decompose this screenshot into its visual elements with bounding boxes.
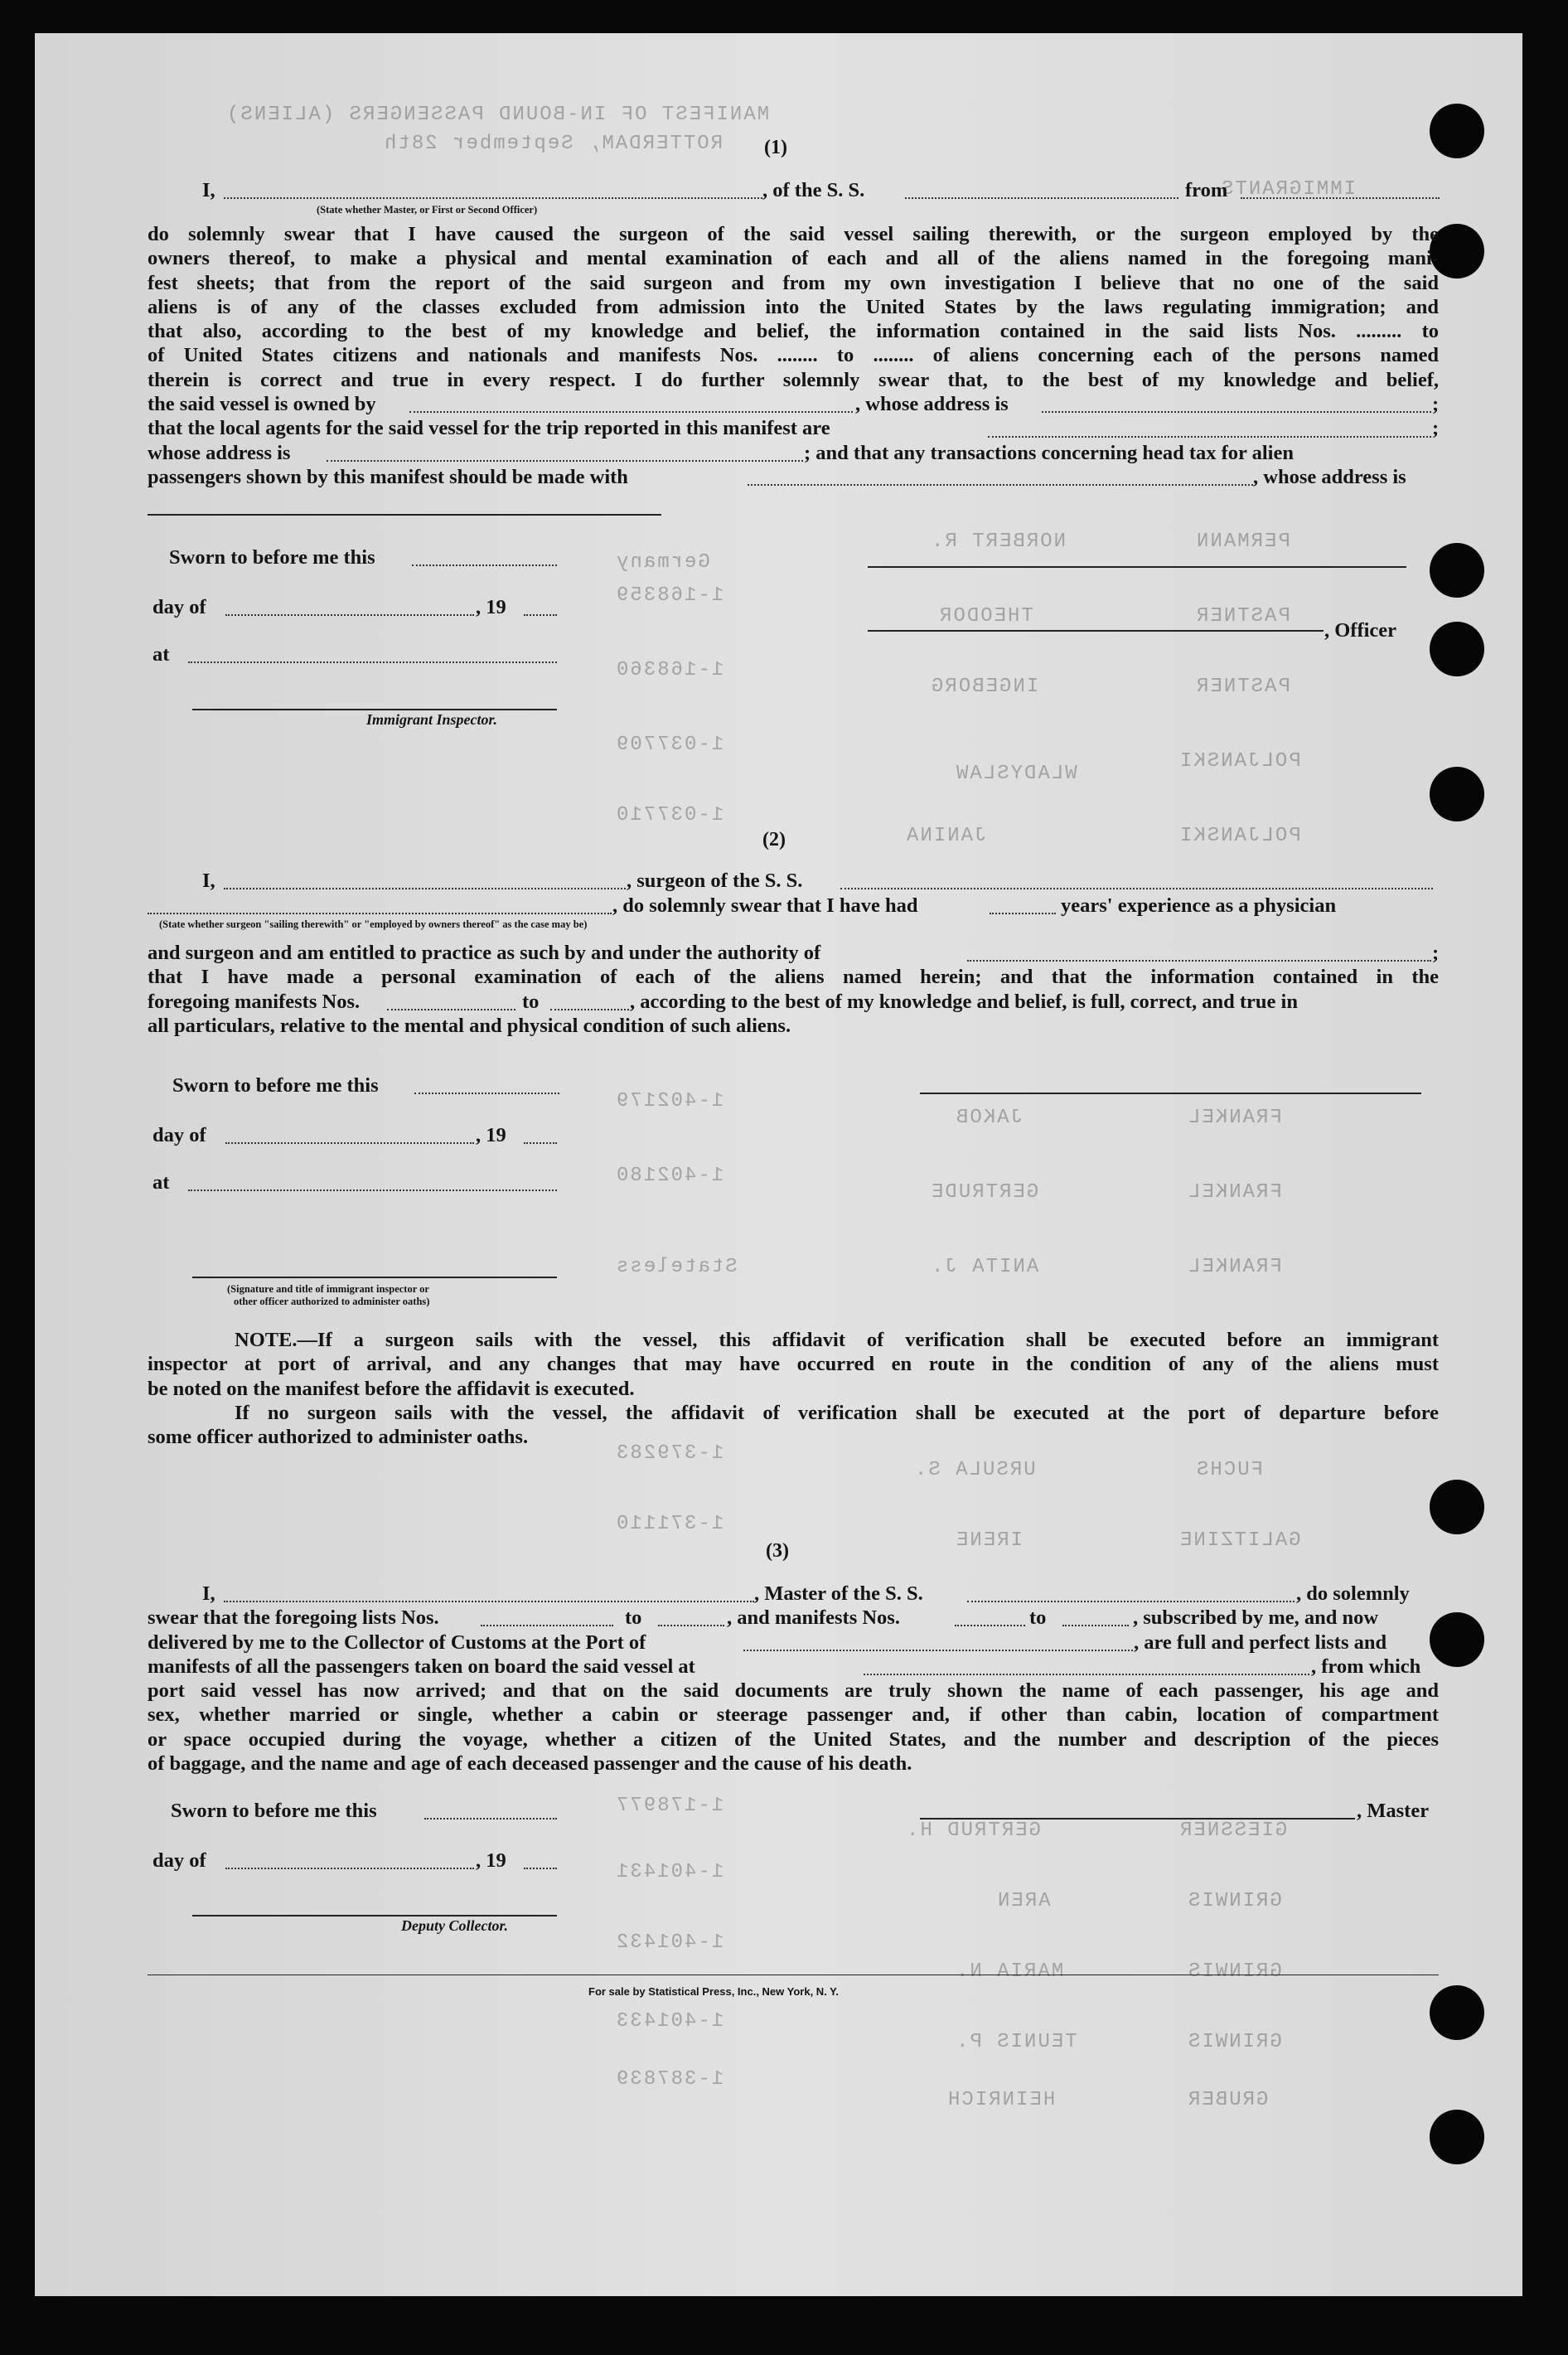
surgeon-signature-line[interactable] <box>920 1093 1421 1094</box>
subscribed-label: , subscribed by me, and now <box>1133 1606 1379 1629</box>
show-through-text: POLJANSKI <box>1178 825 1301 847</box>
whose-address-label: , whose address is <box>1253 466 1406 488</box>
officer-line[interactable] <box>868 630 1324 632</box>
show-through-text: GRINWIS <box>1187 1960 1282 1983</box>
departure-port-field[interactable] <box>1241 197 1440 199</box>
officer-signature-line[interactable] <box>868 566 1406 568</box>
head-tax-agent-field[interactable] <box>748 484 1253 486</box>
punch-hole <box>1430 1985 1484 2040</box>
sworn-place-field[interactable] <box>188 661 557 663</box>
sworn-day-field-2[interactable] <box>414 1093 559 1094</box>
sworn-day-field[interactable] <box>412 565 557 566</box>
master-name-field-3[interactable] <box>224 1601 754 1602</box>
collector-label: delivered by me to the Collector of Customs at the Port of <box>148 1631 646 1654</box>
full-lists-label: , are full and perfect lists and <box>1134 1631 1387 1654</box>
particulars-label: all particulars, relative to the mental and physical condition of such aliens. <box>148 1015 791 1037</box>
master-name-field[interactable] <box>224 197 762 199</box>
owned-by-label: the said vessel is owned by <box>148 393 376 415</box>
signature-hint-2: other officer authorized to administer oaths) <box>234 1296 430 1307</box>
from-which-label: , from which <box>1311 1655 1421 1678</box>
sworn-label-3: Sworn to before me this <box>171 1800 377 1822</box>
oath-intro-i: I, <box>202 179 215 201</box>
sworn-year-field-2[interactable] <box>524 1142 557 1144</box>
show-through-text: HEINRICH <box>946 2089 1056 2111</box>
at-label-2: at <box>152 1171 170 1194</box>
show-through-text: Germany <box>615 551 710 574</box>
sworn-year-field-3[interactable] <box>524 1868 557 1869</box>
punch-hole <box>1430 1612 1484 1667</box>
punch-hole <box>1430 2110 1484 2164</box>
to-label: to <box>522 991 540 1013</box>
show-through-text: 1-401433 <box>615 2010 724 2033</box>
embarkation-port-field[interactable] <box>864 1674 1309 1675</box>
master-hint: (State whether Master, or First or Second Officer) <box>317 204 538 216</box>
year-label-2: , 19 <box>476 1124 506 1146</box>
semicolon: ; <box>1432 417 1440 439</box>
surgeon-i: I, <box>202 870 215 892</box>
agents-field[interactable] <box>988 436 1431 438</box>
manifest-page <box>35 33 1522 2296</box>
arrival-port-field[interactable] <box>743 1650 1133 1651</box>
show-through-text: 1-401432 <box>615 1931 724 1954</box>
master-paragraph: port said vessel has now arrived; and that on the said documents are truly shown the name of each passenger, his age and sex, whether married or single, whether a cabin or steerage passenger and, if other than cabin, location of compartment or space occupied during the voyage, whether a citizen of the United States, and the number and description of the pieces of baggage, and the name and age of each deceased passenger and the cause of his death. <box>148 1679 1439 1775</box>
authority-label: and surgeon and am entitled to practice as such by and under the authority of <box>148 942 821 964</box>
show-through-text: WLADYSLAW <box>955 763 1077 785</box>
punch-hole <box>1430 767 1484 821</box>
show-through-text: ANITA J. <box>930 1256 1039 1278</box>
surgeon-of-ss-label: , surgeon of the S. S. <box>627 870 803 892</box>
note-paragraph: NOTE.—If a surgeon sails with the vessel, this affidavit of verification shall be executed before an immigrant inspector at port of arrival, and any changes that may have occurred en route in the condition of any of the aliens must be noted on the manifest before the affidavit is executed. If no surgeon sails with the vessel, the affidavit of verification shall be executed at the port of departure before some officer authorized to administer oaths. <box>148 1329 1439 1449</box>
sworn-year-field[interactable] <box>524 614 557 616</box>
surgeon-vessel-field[interactable] <box>840 888 1433 889</box>
taken-on-board-label: manifests of all the passengers taken on board the said vessel at <box>148 1655 695 1678</box>
show-through-text: 1-168359 <box>615 584 724 607</box>
owner-address-label: , whose address is <box>855 393 1009 415</box>
agent-address-field[interactable] <box>327 460 803 462</box>
show-through-text: INGEBORG <box>930 676 1039 698</box>
owner-field[interactable] <box>409 411 853 413</box>
show-through-text: 1-402180 <box>615 1165 724 1187</box>
collector-title: Deputy Collector. <box>401 1917 508 1934</box>
show-through-text: 1-178977 <box>615 1795 724 1817</box>
show-through-text: 1-387839 <box>615 2068 724 2091</box>
show-through-text: ROTTERDAM, September 28th <box>383 133 724 155</box>
surgeon-paragraph: that I have made a personal examination of each of the aliens named herein; and that the information contained in the <box>148 966 1439 988</box>
show-through-text: 1-402179 <box>615 1090 724 1112</box>
show-through-text: GERTRUDE <box>930 1181 1039 1204</box>
master-vessel-field[interactable] <box>967 1601 1295 1602</box>
section-1-number: (1) <box>764 137 787 158</box>
inspector-title: Immigrant Inspector. <box>366 711 498 728</box>
years-experience-label: years' experience as a physician <box>1061 894 1337 917</box>
of-ss-label: , of the S. S. <box>762 179 865 201</box>
show-through-text: 1-037709 <box>615 734 724 756</box>
master-signature-label: , Master <box>1357 1800 1430 1822</box>
section-2-number: (2) <box>762 829 786 850</box>
lists-nos-label: swear that the foregoing lists Nos. <box>148 1606 439 1629</box>
oath-paragraph: do solemnly swear that I have caused the surgeon of the said vessel sailing therewith, or the surgeon employed by the owners thereof, to make a physical and mental examination of each and all of the aliens named in the foregoing mani- fest sheets; that from the report of the said surgeon and from my own investigation I believe that no one of the said aliens is of any of the classes excluded from admission into the United States by the laws regulating immigration; and that also, according to the best of my knowledge and belief, the information contained in the said lists Nos. ......... to of United States citizens and nationals and manifests Nos. ........ to ........ of aliens concerning each of the persons named therein is correct and true in every respect. I do further solemnly swear that, to the best of my knowledge and belief, <box>148 223 1439 391</box>
surgeon-hint: (State whether surgeon "sailing therewith" or "employed by owners thereof" as the case may be) <box>159 918 588 930</box>
day-of-label-2: day of <box>152 1124 206 1146</box>
show-through-text: AREN <box>996 1890 1051 1912</box>
agents-label: that the local agents for the said vessel for the trip reported in this manifest are <box>148 417 830 439</box>
at-label: at <box>152 643 170 666</box>
officer-label: , Officer <box>1324 619 1397 642</box>
to-label-3b: to <box>1029 1606 1047 1629</box>
show-through-text: JANINA <box>905 825 987 847</box>
master-i: I, <box>202 1582 215 1605</box>
manifests-to-field-3[interactable] <box>1062 1625 1129 1626</box>
show-through-text: GALITZINE <box>1178 1529 1301 1552</box>
passengers-label: passengers shown by this manifest should be made with <box>148 466 628 488</box>
manifests-nos-label: foregoing manifests Nos. <box>148 991 361 1013</box>
sworn-month-field-2[interactable] <box>225 1142 474 1144</box>
show-through-text: MARIA N. <box>955 1960 1064 1983</box>
show-through-text: POLJANSKI <box>1178 750 1301 773</box>
punch-hole <box>1430 104 1484 158</box>
year-label: , 19 <box>476 596 506 618</box>
master-of-ss-label: , Master of the S. S. <box>754 1582 923 1605</box>
show-through-text: PASTNER <box>1195 676 1290 698</box>
show-through-text: 1-168360 <box>615 659 724 681</box>
signature-hint-1: (Signature and title of immigrant inspector or <box>227 1283 429 1295</box>
manifests-nos-label-3: , and manifests Nos. <box>727 1606 900 1629</box>
owner-address-field[interactable] <box>1042 411 1431 413</box>
show-through-text: URSULA S. <box>913 1459 1036 1481</box>
vessel-name-field[interactable] <box>905 197 1178 199</box>
from-label: from <box>1185 179 1228 201</box>
year-label-3: , 19 <box>476 1849 506 1872</box>
punch-hole <box>1430 1480 1484 1534</box>
years-field[interactable] <box>990 913 1056 914</box>
sworn-place-field-2[interactable] <box>188 1190 557 1191</box>
show-through-text: GERTRUD H. <box>905 1820 1042 1842</box>
show-through-text: TEUNIS P. <box>955 2031 1077 2053</box>
according-label: , according to the best of my knowledge and belief, is full, correct, and true in <box>630 991 1298 1013</box>
show-through-text: PASTNER <box>1195 605 1290 628</box>
show-through-text: GRUBER <box>1187 2089 1269 2111</box>
show-through-text: 1-371110 <box>615 1513 724 1535</box>
show-through-text: NORBERT R. <box>930 531 1067 553</box>
show-through-text: IRENE <box>955 1529 1024 1552</box>
surgeon-type-field[interactable] <box>148 913 612 914</box>
show-through-text: GRINWIS <box>1187 2031 1282 2053</box>
inspector-signature-line-2[interactable] <box>192 1277 557 1278</box>
collector-signature-line[interactable] <box>192 1915 557 1916</box>
semicolon: ; <box>1432 393 1440 415</box>
semicolon: ; <box>1432 942 1440 964</box>
inspector-signature-line[interactable] <box>192 709 557 710</box>
do-solemnly-label: , do solemnly <box>1296 1582 1410 1605</box>
show-through-text: GRINWIS <box>1187 1890 1282 1912</box>
sworn-day-field-3[interactable] <box>424 1818 557 1820</box>
show-through-text: FUCHS <box>1195 1459 1264 1481</box>
show-through-text: 1-037710 <box>615 804 724 826</box>
show-through-text: MANIFEST OF IN-BOUND PASSENGERS (ALIENS) <box>225 104 770 126</box>
show-through-text: PERMANN <box>1195 531 1290 553</box>
show-through-text: FRANKEL <box>1187 1256 1282 1278</box>
printer-credit: For sale by Statistical Press, Inc., New York, N. Y. <box>588 1985 840 1998</box>
section-3-number: (3) <box>766 1540 789 1562</box>
punch-hole <box>1430 622 1484 676</box>
surgeon-name-field[interactable] <box>224 888 626 889</box>
show-through-text: 1-401431 <box>615 1861 724 1883</box>
show-through-text: GIESSNER <box>1178 1820 1288 1842</box>
head-tax-label: ; and that any transactions concerning head tax for alien <box>804 442 1294 464</box>
sworn-month-field-3[interactable] <box>225 1868 474 1869</box>
manifest-to-field[interactable] <box>550 1009 629 1010</box>
show-through-text: 1-379283 <box>615 1442 724 1465</box>
show-through-text: FRANKEL <box>1187 1181 1282 1204</box>
agent-address-label: whose address is <box>148 442 291 464</box>
lists-from-field[interactable] <box>481 1625 613 1626</box>
to-label-3a: to <box>625 1606 642 1629</box>
sworn-month-field[interactable] <box>225 614 474 616</box>
sworn-label-2: Sworn to before me this <box>172 1074 379 1097</box>
master-signature-line[interactable] <box>920 1818 1355 1820</box>
address-line[interactable] <box>148 514 661 516</box>
day-of-label: day of <box>152 596 206 618</box>
day-of-label-3: day of <box>152 1849 206 1872</box>
sworn-label: Sworn to before me this <box>169 546 375 569</box>
authority-field[interactable] <box>967 960 1431 962</box>
lists-to-field[interactable] <box>658 1625 724 1626</box>
show-through-text: FRANKEL <box>1187 1107 1282 1129</box>
show-through-text: THEODOR <box>938 605 1033 628</box>
punch-hole <box>1430 543 1484 598</box>
manifests-from-field-3[interactable] <box>955 1625 1025 1626</box>
do-swear-label: , do solemnly swear that I have had <box>612 894 918 917</box>
show-through-text: Stateless <box>615 1256 738 1278</box>
show-through-text: IMMIGRANTS <box>1220 178 1357 201</box>
manifest-from-field[interactable] <box>387 1009 515 1010</box>
show-through-text: JAKOB <box>955 1107 1024 1129</box>
